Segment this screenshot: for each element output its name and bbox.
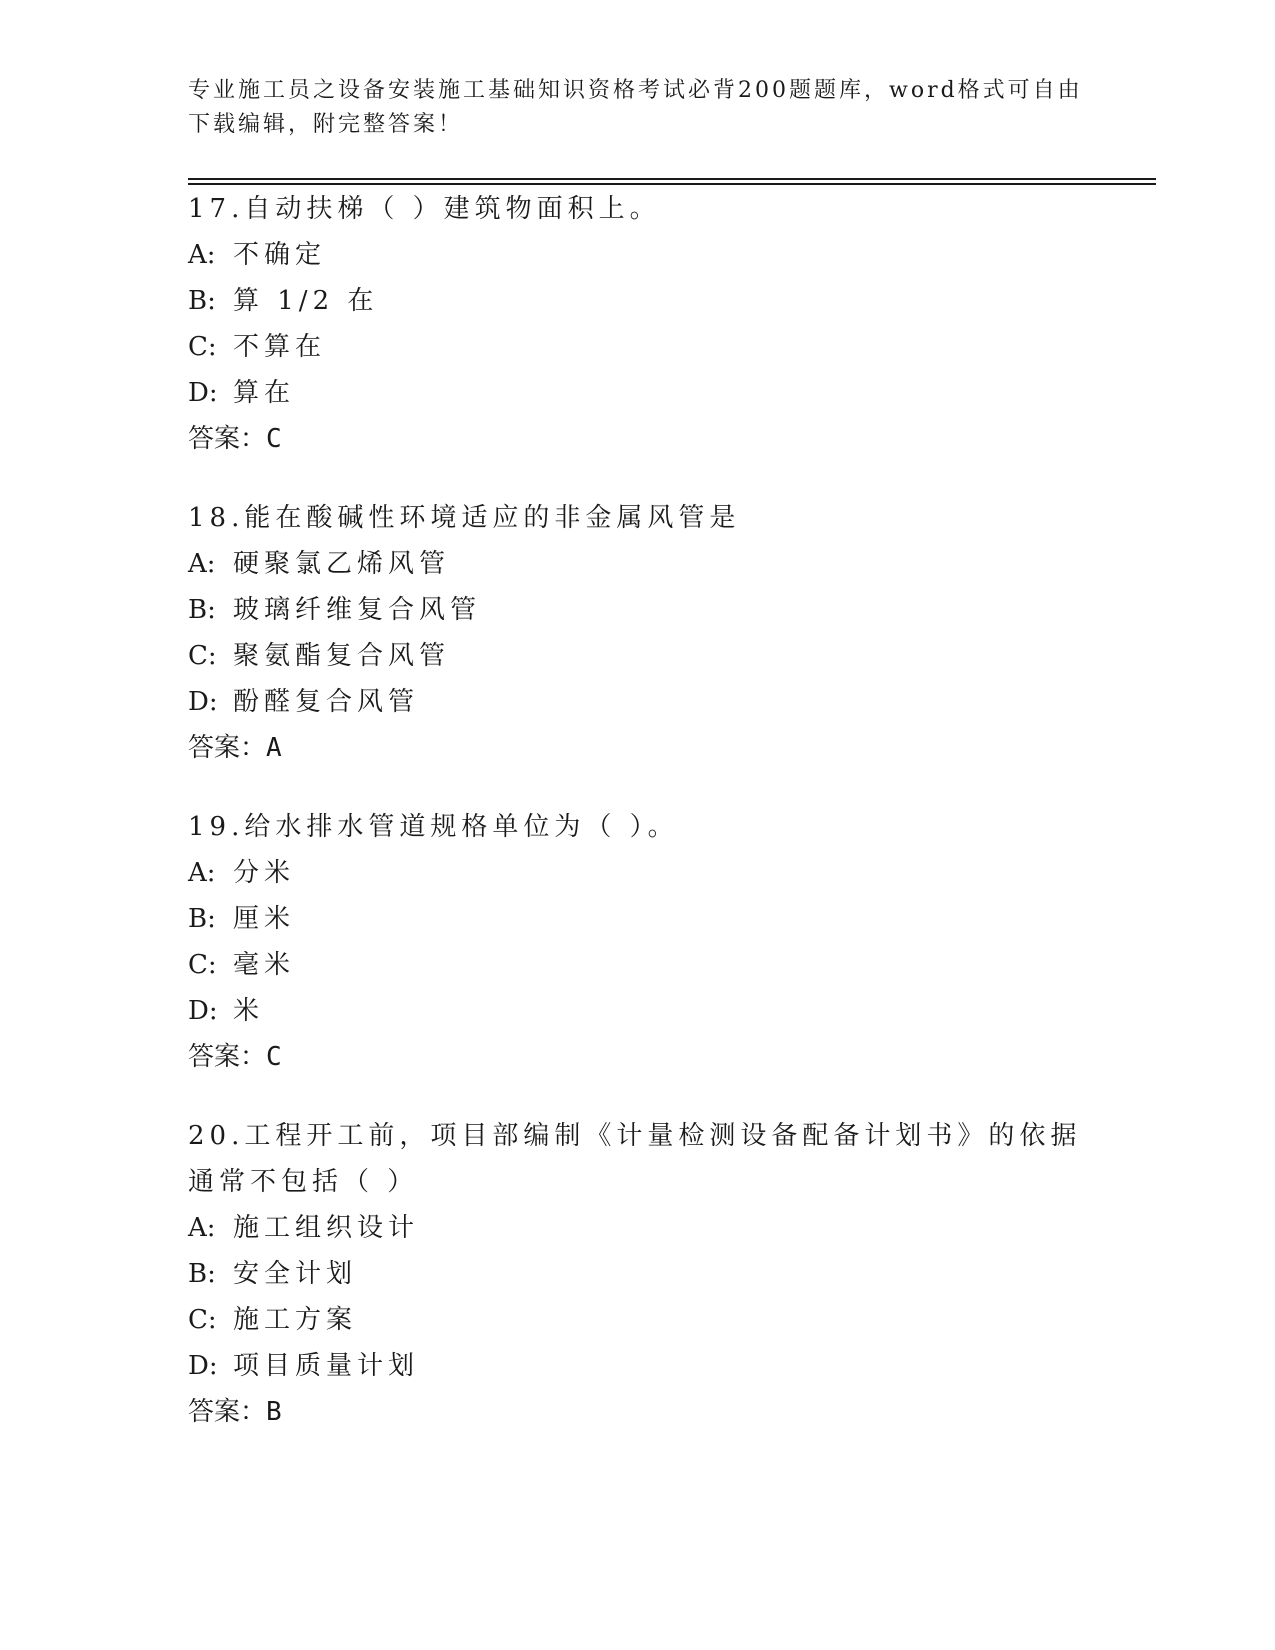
option-text: 分米: [233, 858, 296, 888]
option-text: 施工方案: [233, 1305, 358, 1335]
option-c: [188, 1297, 1088, 1343]
option-label: D:: [188, 687, 218, 717]
option-d: [188, 679, 1088, 725]
question-text: 18.能在酸碱性环境适应的非金属风管是: [188, 503, 741, 533]
document-intro: 专业施工员之设备安装施工基础知识资格考试必背200题题库，word格式可自由下载编辑，附完整答案！: [188, 78, 1083, 137]
question-17: [188, 186, 1088, 462]
option-a: [188, 1205, 1088, 1251]
option-text: 算 1/2 在: [233, 286, 379, 316]
option-text: 不确定: [233, 240, 327, 270]
option-text: 硬聚氯乙烯风管: [233, 549, 451, 579]
answer-line: 答案：A: [188, 733, 282, 763]
option-label: A:: [188, 240, 216, 270]
option-b: [188, 896, 1088, 942]
option-a: [188, 850, 1088, 896]
option-a: [188, 541, 1088, 587]
question-text: 19.给水排水管道规格单位为（ ）。: [188, 812, 679, 842]
option-b: [188, 278, 1088, 324]
option-label: B:: [188, 595, 216, 625]
header-divider-top: [188, 178, 1156, 180]
option-c: [188, 942, 1088, 988]
option-text: 安全计划: [233, 1259, 358, 1289]
option-label: D:: [188, 996, 218, 1026]
question-text: 20.工程开工前，项目部编制《计量检测设备配备计划书》的依据通常不包括（ ）: [188, 1121, 1082, 1197]
question-text: 17.自动扶梯（ ）建筑物面积上。: [188, 194, 661, 224]
option-text: 项目质量计划: [233, 1351, 420, 1381]
answer-line: 答案：C: [188, 424, 282, 454]
header-divider-bottom: [188, 183, 1156, 185]
option-d: [188, 988, 1088, 1034]
option-text: 毫米: [233, 950, 296, 980]
option-label: A:: [188, 1213, 216, 1243]
option-d: [188, 1343, 1088, 1389]
question-list: [188, 186, 1088, 1468]
option-label: A:: [188, 549, 216, 579]
option-label: B:: [188, 904, 216, 934]
option-b: [188, 587, 1088, 633]
option-text: 米: [233, 996, 265, 1026]
option-label: B:: [188, 286, 216, 316]
option-text: 不算在: [233, 332, 327, 362]
option-c: [188, 324, 1088, 370]
option-label: A:: [188, 858, 216, 888]
option-label: D:: [188, 378, 218, 408]
option-label: B:: [188, 1259, 216, 1289]
option-a: [188, 232, 1088, 278]
option-text: 施工组织设计: [233, 1213, 420, 1243]
option-label: C:: [188, 641, 217, 671]
option-text: 算在: [233, 378, 296, 408]
option-label: C:: [188, 950, 217, 980]
question-20: [188, 1113, 1088, 1435]
question-19: [188, 804, 1088, 1080]
option-label: C:: [188, 332, 217, 362]
option-text: 玻璃纤维复合风管: [233, 595, 482, 625]
answer-line: 答案：C: [188, 1042, 282, 1072]
question-18: [188, 495, 1088, 771]
option-b: [188, 1251, 1088, 1297]
answer-line: 答案：B: [188, 1397, 282, 1427]
option-text: 聚氨酯复合风管: [233, 641, 451, 671]
option-c: [188, 633, 1088, 679]
option-d: [188, 370, 1088, 416]
option-text: 厘米: [233, 904, 296, 934]
option-label: C:: [188, 1305, 217, 1335]
option-label: D:: [188, 1351, 218, 1381]
option-text: 酚醛复合风管: [233, 687, 420, 717]
